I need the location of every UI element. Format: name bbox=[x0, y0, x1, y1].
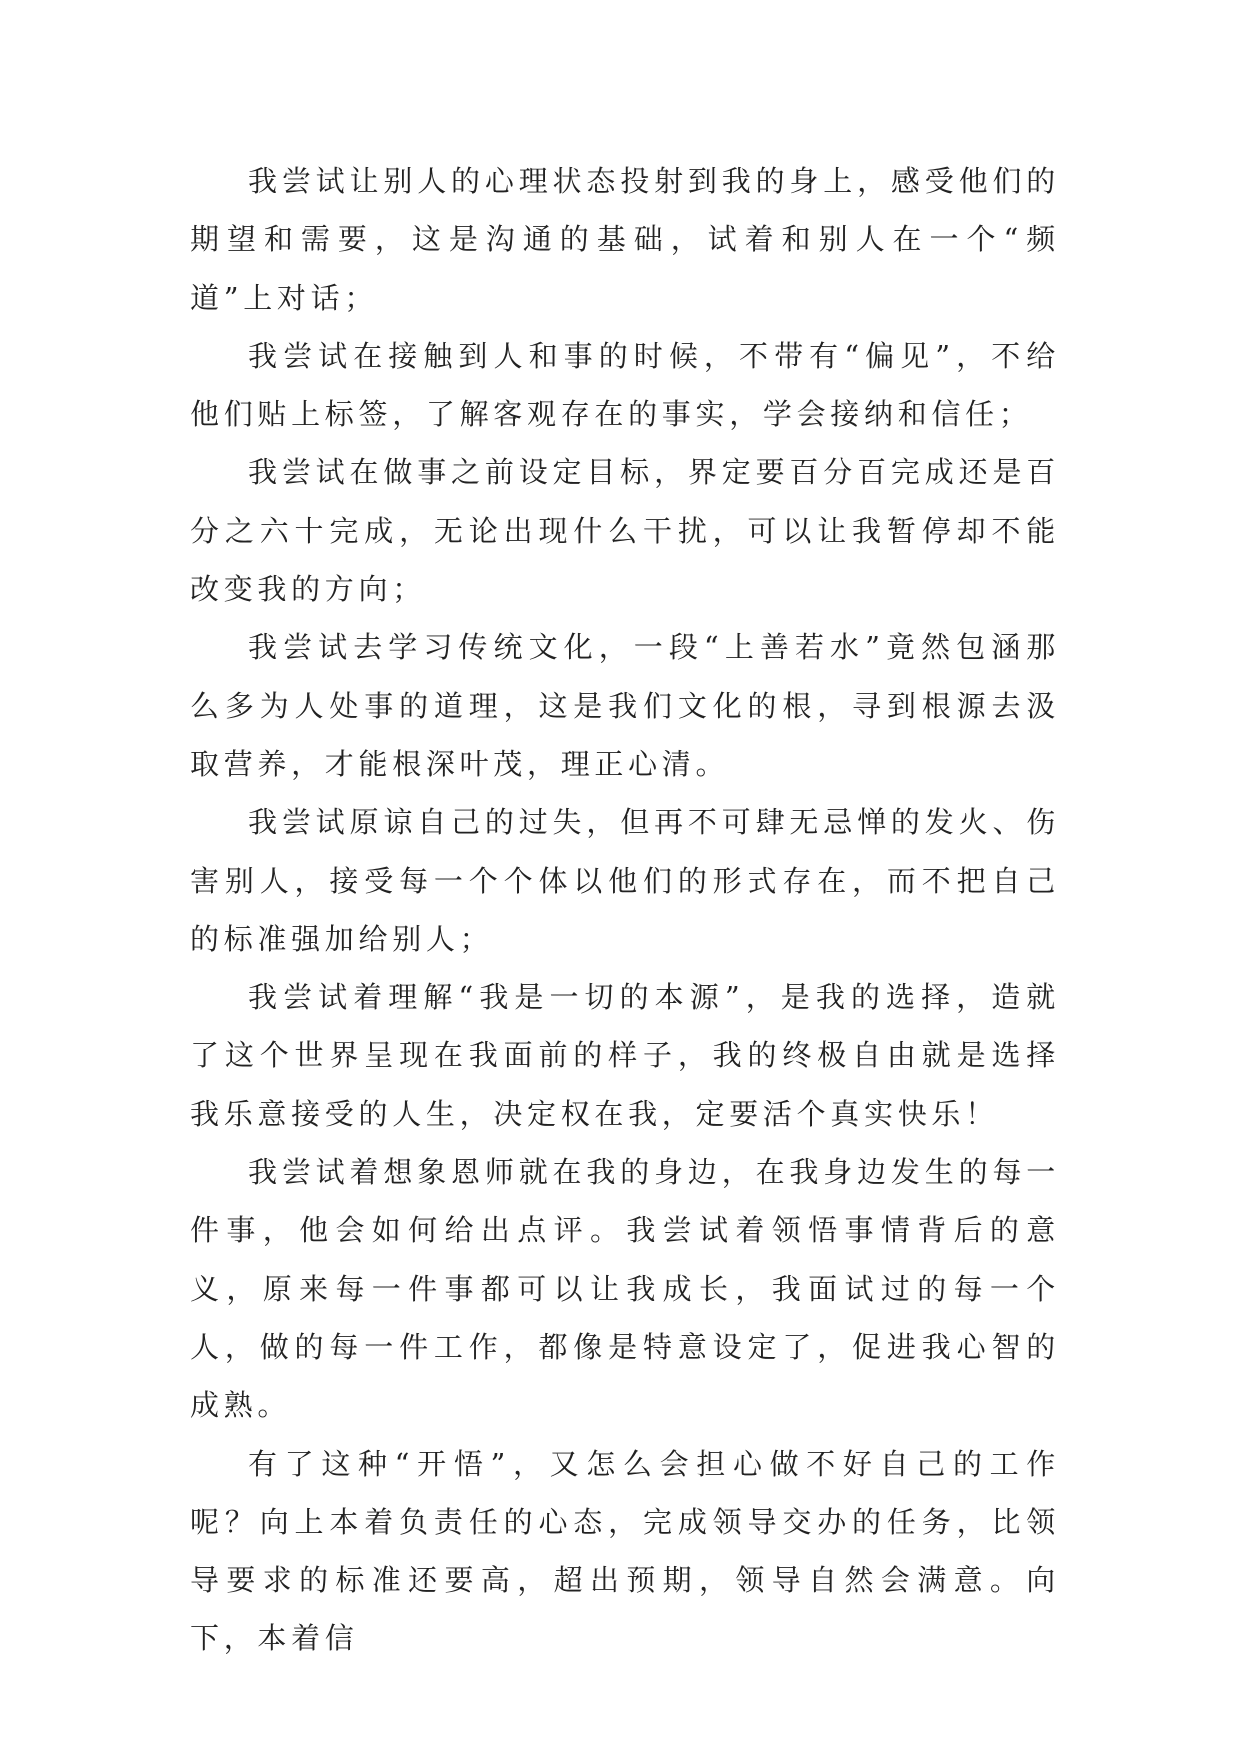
paragraph-2: 我尝试在接触到人和事的时候，不带有“偏见”，不给他们贴上标签，了解客观存在的事实，学会接纳和信任； bbox=[190, 338, 1060, 432]
paragraph-8: 有了这种“开悟”，又怎么会担心做不好自己的工作呢？向上本着负责任的心态，完成领导交办的任务，比领导要求的标准还要高，超出预期，领导自然会满意。向下，本着信 bbox=[190, 1446, 1060, 1656]
paragraph-4: 我尝试去学习传统文化，一段“上善若水”竟然包涵那么多为人处事的道理，这是我们文化的根，寻到根源去汲取营养，才能根深叶茂，理正心清。 bbox=[190, 630, 1060, 781]
paragraph-7: 我尝试着想象恩师就在我的身边，在我身边发生的每一件事，他会如何给出点评。我尝试着领悟事情背后的意义，原来每一件事都可以让我成长，我面试过的每一个人，做的每一件工作，都像是特意设定了，促进我心智的成熟。 bbox=[190, 1155, 1060, 1423]
document-body bbox=[190, 152, 1060, 1668]
paragraph-1: 我尝试让别人的心理状态投射到我的身上，感受他们的期望和需要，这是沟通的基础，试着和别人在一个“频道”上对话； bbox=[190, 164, 1060, 315]
paragraph-5: 我尝试原谅自己的过失，但再不可肆无忌惮的发火、伤害别人，接受每一个个体以他们的形式存在，而不把自己的标准强加给别人； bbox=[190, 805, 1060, 956]
paragraph-3: 我尝试在做事之前设定目标，界定要百分百完成还是百分之六十完成，无论出现什么干扰，可以让我暂停却不能改变我的方向； bbox=[190, 455, 1060, 607]
paragraph-6: 我尝试着理解“我是一切的本源”，是我的选择，造就了这个世界呈现在我面前的样子，我的终极自由就是选择我乐意接受的人生，决定权在我，定要活个真实快乐！ bbox=[190, 980, 1060, 1131]
